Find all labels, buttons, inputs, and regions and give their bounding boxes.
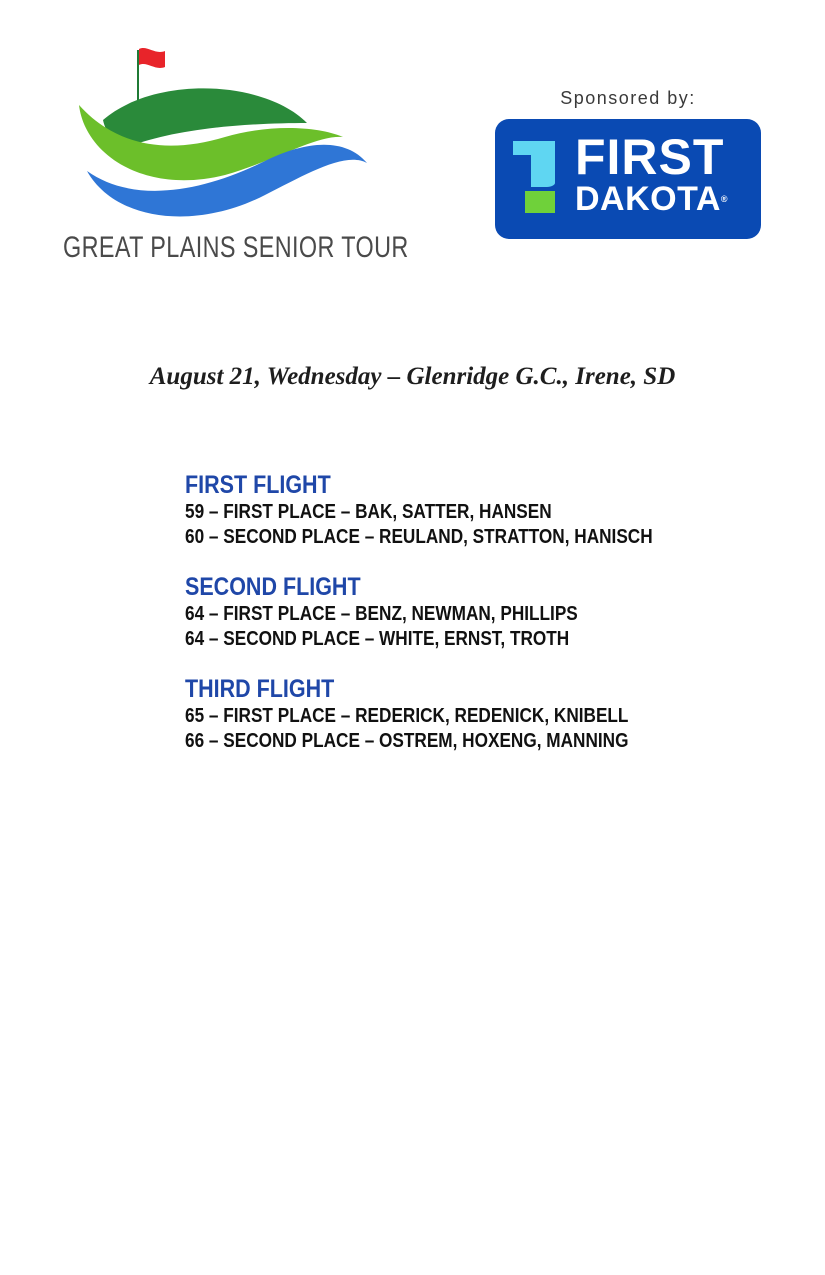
sponsor-logo: [495, 119, 761, 239]
sponsor-label: Sponsored by:: [560, 88, 696, 108]
flight-second: [185, 572, 745, 652]
result-line: 64 – FIRST PLACE – BENZ, NEWMAN, PHILLIPS: [185, 603, 578, 625]
result-line: 65 – FIRST PLACE – REDERICK, REDENICK, KNIBELL: [185, 705, 629, 727]
tour-logo: [60, 45, 409, 275]
registered-mark: ®: [720, 194, 729, 204]
sponsor-name-line2-text: DAKOTA: [575, 180, 721, 218]
flight-first: [185, 470, 745, 550]
flight-title: SECOND FLIGHT: [185, 573, 361, 601]
tour-name: GREAT PLAINS SENIOR TOUR: [63, 231, 409, 264]
result-line: 64 – SECOND PLACE – WHITE, ERNST, TROTH: [185, 628, 570, 650]
sponsor-name: [575, 129, 729, 218]
flight-title: THIRD FLIGHT: [185, 675, 335, 703]
sponsor-name-line2: [575, 181, 728, 217]
result-line: 60 – SECOND PLACE – REULAND, STRATTON, HANISCH: [185, 526, 653, 548]
event-title: August 21, Wednesday – Glenridge G.C., Irene, SD: [149, 363, 676, 390]
golf-course-logo-icon: [75, 45, 375, 225]
results-list: [185, 470, 745, 776]
sponsor-block: [494, 88, 762, 218]
result-line: 66 – SECOND PLACE – OSTREM, HOXENG, MANNING: [185, 730, 629, 752]
flight-title: FIRST FLIGHT: [185, 471, 331, 499]
flight-third: [185, 674, 745, 754]
sponsor-name-line1: FIRST: [575, 129, 725, 185]
result-line: 59 – FIRST PLACE – BAK, SATTER, HANSEN: [185, 501, 552, 523]
sponsor-mark-icon: [511, 139, 561, 215]
